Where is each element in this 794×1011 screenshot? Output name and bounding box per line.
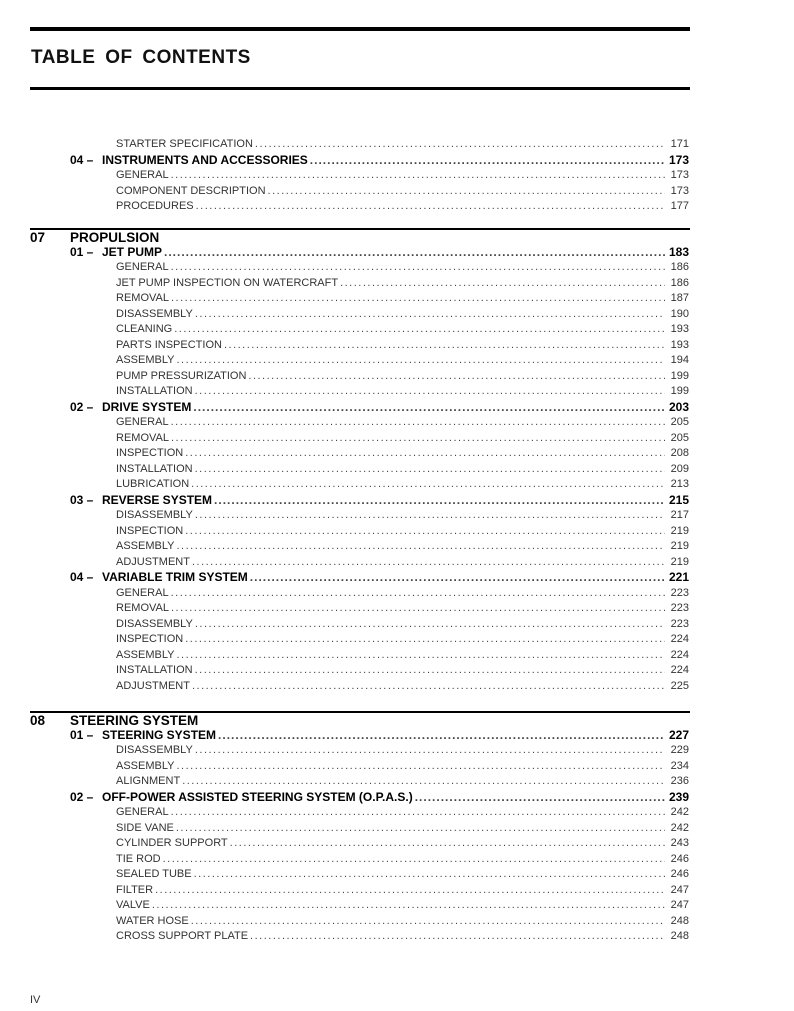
subsection-page-number: 242 bbox=[670, 821, 689, 834]
subsection-page-number: 217 bbox=[670, 509, 689, 521]
subsection-entry[interactable] bbox=[116, 914, 689, 929]
subsection-entry[interactable] bbox=[116, 477, 689, 492]
subsection-page-number: 186 bbox=[670, 261, 689, 273]
dot-leader bbox=[176, 821, 665, 836]
section-entry[interactable] bbox=[70, 790, 689, 805]
subsection-entry[interactable] bbox=[116, 415, 689, 430]
dot-leader bbox=[196, 199, 665, 214]
dot-leader bbox=[194, 867, 665, 882]
dot-leader bbox=[152, 898, 665, 913]
chapter-title: PROPULSION bbox=[70, 230, 160, 245]
subsection-page-number: 223 bbox=[670, 617, 689, 630]
subsection-page-number: 224 bbox=[670, 648, 689, 661]
subsection-label: ASSEMBLY bbox=[116, 540, 175, 552]
section-label: VARIABLE TRIM SYSTEM bbox=[102, 570, 248, 584]
subsection-label: PARTS INSPECTION bbox=[116, 338, 222, 351]
subsection-page-number: 248 bbox=[670, 930, 689, 942]
subsection-page-number: 187 bbox=[670, 292, 689, 304]
section-number: 01 – bbox=[70, 244, 94, 259]
chapter-number: 08 bbox=[30, 713, 46, 728]
section-title bbox=[70, 245, 162, 260]
subsection-entry[interactable] bbox=[116, 260, 689, 275]
subsection-label: DISASSEMBLY bbox=[116, 744, 193, 756]
dot-leader bbox=[185, 524, 665, 539]
section-label: REVERSE SYSTEM bbox=[102, 492, 213, 507]
dot-leader bbox=[155, 883, 665, 898]
section-entry[interactable] bbox=[70, 400, 689, 415]
subsection-page-number: 186 bbox=[670, 276, 689, 289]
subsection-label: ALIGNMENT bbox=[116, 775, 181, 787]
dot-leader bbox=[250, 929, 665, 944]
title-rule bbox=[30, 87, 690, 90]
subsection-label: ADJUSTMENT bbox=[116, 555, 190, 568]
dot-leader bbox=[195, 508, 665, 523]
subsection-entry[interactable] bbox=[116, 384, 689, 399]
subsection-label: WATER HOSE bbox=[116, 914, 189, 927]
subsection-label: CROSS SUPPORT PLATE bbox=[116, 930, 249, 942]
subsection-entry[interactable] bbox=[116, 774, 689, 789]
subsection-page-number: 193 bbox=[670, 338, 689, 351]
section-number: 02 – bbox=[70, 789, 94, 804]
subsection-label: ASSEMBLY bbox=[116, 648, 175, 661]
subsection-entry[interactable] bbox=[116, 883, 689, 898]
subsection-entry[interactable] bbox=[116, 586, 689, 601]
dot-leader bbox=[191, 914, 665, 929]
page-title: TABLE OF CONTENTS bbox=[31, 47, 251, 68]
subsection-label: REMOVAL bbox=[116, 292, 169, 304]
dot-leader bbox=[195, 307, 665, 322]
subsection-entry[interactable] bbox=[116, 307, 689, 322]
subsection-label: DISASSEMBLY bbox=[116, 307, 193, 320]
subsection-page-number: 177 bbox=[670, 200, 689, 212]
dot-leader bbox=[224, 338, 665, 353]
dot-leader bbox=[164, 245, 665, 260]
dot-leader bbox=[177, 353, 666, 368]
dot-leader bbox=[174, 322, 665, 337]
dot-leader bbox=[415, 790, 665, 805]
subsection-entry[interactable] bbox=[116, 617, 689, 632]
dot-leader bbox=[171, 586, 665, 601]
subsection-page-number: 247 bbox=[670, 883, 689, 896]
subsection-label: INSPECTION bbox=[116, 524, 184, 537]
dot-leader bbox=[195, 663, 665, 678]
section-page-number: 221 bbox=[668, 570, 689, 584]
subsection-entry[interactable] bbox=[116, 743, 689, 758]
subsection-label: GENERAL bbox=[116, 261, 169, 273]
subsection-page-number: 219 bbox=[670, 524, 689, 537]
subsection-entry[interactable] bbox=[116, 555, 689, 570]
section-page-number: 215 bbox=[668, 492, 689, 507]
dot-leader bbox=[171, 291, 665, 306]
subsection-label: CLEANING bbox=[116, 323, 173, 335]
subsection-entry[interactable] bbox=[116, 898, 689, 913]
dot-leader bbox=[185, 446, 665, 461]
section-page-number: 203 bbox=[668, 399, 689, 414]
section-number: 02 – bbox=[70, 399, 94, 414]
dot-leader bbox=[171, 601, 665, 616]
subsection-entry[interactable] bbox=[116, 369, 689, 384]
subsection-label: SIDE VANE bbox=[116, 821, 174, 834]
dot-leader bbox=[171, 168, 665, 183]
subsection-entry[interactable] bbox=[116, 821, 689, 836]
subsection-page-number: 173 bbox=[670, 184, 689, 197]
dot-leader bbox=[195, 743, 665, 758]
subsection-entry[interactable] bbox=[116, 276, 689, 291]
section-title bbox=[70, 790, 413, 805]
section-entry[interactable] bbox=[70, 153, 689, 168]
subsection-label: GENERAL bbox=[116, 806, 169, 818]
subsection-entry[interactable] bbox=[116, 462, 689, 477]
subsection-label: COMPONENT DESCRIPTION bbox=[116, 184, 266, 197]
subsection-label: JET PUMP INSPECTION ON WATERCRAFT bbox=[116, 276, 339, 289]
subsection-label: INSTALLATION bbox=[116, 664, 193, 676]
subsection-entry[interactable] bbox=[116, 836, 689, 851]
subsection-page-number: 205 bbox=[670, 431, 689, 444]
subsection-label: LUBRICATION bbox=[116, 478, 190, 490]
subsection-label: STARTER SPECIFICATION bbox=[116, 138, 253, 150]
section-page-number: 239 bbox=[668, 789, 689, 804]
subsection-label: REMOVAL bbox=[116, 431, 169, 444]
subsection-entry[interactable] bbox=[116, 852, 689, 867]
subsection-label: CYLINDER SUPPORT bbox=[116, 837, 228, 849]
subsection-entry[interactable] bbox=[116, 663, 689, 678]
subsection-entry[interactable] bbox=[116, 446, 689, 461]
dot-leader bbox=[214, 493, 665, 508]
subsection-label: TIE ROD bbox=[116, 852, 161, 865]
subsection-page-number: 229 bbox=[670, 744, 689, 756]
subsection-label: FILTER bbox=[116, 883, 154, 896]
section-title bbox=[70, 570, 248, 585]
dot-leader bbox=[171, 415, 665, 430]
dot-leader bbox=[192, 679, 665, 694]
dot-leader bbox=[230, 836, 665, 851]
dot-leader bbox=[195, 617, 665, 632]
dot-leader bbox=[310, 153, 665, 168]
section-page-number: 227 bbox=[668, 727, 689, 742]
subsection-page-number: 209 bbox=[670, 462, 689, 475]
section-page-number: 183 bbox=[668, 244, 689, 259]
subsection-entry[interactable] bbox=[116, 539, 689, 554]
subsection-entry[interactable] bbox=[116, 929, 689, 944]
subsection-page-number: 247 bbox=[670, 899, 689, 911]
dot-leader bbox=[248, 369, 665, 384]
dot-leader bbox=[177, 648, 666, 663]
page-number-footer: IV bbox=[30, 994, 41, 1006]
subsection-label: GENERAL bbox=[116, 169, 169, 181]
subsection-entry[interactable] bbox=[116, 137, 689, 152]
dot-leader bbox=[185, 632, 665, 647]
subsection-page-number: 246 bbox=[670, 868, 689, 880]
section-number: 04 – bbox=[70, 570, 94, 584]
dot-leader bbox=[192, 555, 665, 570]
subsection-label: INSPECTION bbox=[116, 447, 184, 459]
section-label: OFF-POWER ASSISTED STEERING SYSTEM (O.P.A.S.) bbox=[102, 789, 413, 804]
dot-leader bbox=[182, 774, 665, 789]
section-title bbox=[70, 400, 191, 415]
subsection-label: ADJUSTMENT bbox=[116, 679, 190, 692]
subsection-entry[interactable] bbox=[116, 867, 689, 882]
subsection-page-number: 242 bbox=[670, 806, 689, 818]
subsection-entry[interactable] bbox=[116, 322, 689, 337]
subsection-page-number: 225 bbox=[670, 679, 689, 692]
subsection-page-number: 248 bbox=[670, 914, 689, 927]
dot-leader bbox=[195, 384, 665, 399]
top-rule bbox=[30, 27, 690, 31]
subsection-label: INSPECTION bbox=[116, 633, 184, 645]
subsection-page-number: 243 bbox=[670, 837, 689, 849]
subsection-page-number: 199 bbox=[670, 369, 689, 382]
subsection-page-number: 219 bbox=[670, 555, 689, 568]
subsection-page-number: 213 bbox=[670, 478, 689, 490]
section-title bbox=[70, 493, 212, 508]
subsection-label: GENERAL bbox=[116, 416, 169, 428]
section-entry[interactable] bbox=[70, 245, 689, 260]
subsection-label: INSTALLATION bbox=[116, 462, 193, 475]
subsection-entry[interactable] bbox=[116, 431, 689, 446]
subsection-entry[interactable] bbox=[116, 353, 689, 368]
subsection-page-number: 208 bbox=[670, 447, 689, 459]
subsection-page-number: 190 bbox=[670, 307, 689, 320]
subsection-page-number: 224 bbox=[670, 664, 689, 676]
subsection-page-number: 223 bbox=[670, 586, 689, 599]
subsection-label: ASSEMBLY bbox=[116, 759, 175, 772]
subsection-label: INSTALLATION bbox=[116, 385, 193, 397]
subsection-entry[interactable] bbox=[116, 759, 689, 774]
subsection-label: SEALED TUBE bbox=[116, 868, 192, 880]
subsection-page-number: 219 bbox=[670, 540, 689, 552]
subsection-label: GENERAL bbox=[116, 586, 169, 599]
section-number: 03 – bbox=[70, 492, 94, 507]
section-label: STEERING SYSTEM bbox=[102, 727, 217, 742]
subsection-page-number: 223 bbox=[670, 602, 689, 614]
dot-leader bbox=[255, 137, 665, 152]
subsection-entry[interactable] bbox=[116, 199, 689, 214]
subsection-entry[interactable] bbox=[116, 184, 689, 199]
subsection-entry[interactable] bbox=[116, 338, 689, 353]
subsection-label: DISASSEMBLY bbox=[116, 509, 193, 521]
subsection-entry[interactable] bbox=[116, 632, 689, 647]
subsection-entry[interactable] bbox=[116, 601, 689, 616]
dot-leader bbox=[195, 462, 665, 477]
dot-leader bbox=[171, 260, 665, 275]
section-label: JET PUMP bbox=[102, 244, 163, 259]
dot-leader bbox=[193, 400, 665, 415]
dot-leader bbox=[191, 477, 665, 492]
subsection-entry[interactable] bbox=[116, 524, 689, 539]
dot-leader bbox=[268, 184, 665, 199]
dot-leader bbox=[177, 539, 666, 554]
subsection-page-number: 173 bbox=[670, 169, 689, 181]
section-entry[interactable] bbox=[70, 570, 689, 585]
subsection-entry[interactable] bbox=[116, 805, 689, 820]
subsection-label: REMOVAL bbox=[116, 602, 169, 614]
section-label: INSTRUMENTS AND ACCESSORIES bbox=[102, 152, 308, 167]
dot-leader bbox=[340, 276, 665, 291]
subsection-page-number: 205 bbox=[670, 416, 689, 428]
subsection-page-number: 246 bbox=[670, 852, 689, 865]
section-entry[interactable] bbox=[70, 728, 689, 743]
section-number: 04 – bbox=[70, 152, 94, 167]
subsection-label: DISASSEMBLY bbox=[116, 617, 193, 630]
subsection-page-number: 171 bbox=[670, 138, 689, 150]
section-entry[interactable] bbox=[70, 493, 689, 508]
subsection-label: PROCEDURES bbox=[116, 200, 194, 212]
section-title bbox=[70, 728, 216, 743]
dot-leader bbox=[250, 570, 665, 585]
dot-leader bbox=[218, 728, 665, 743]
subsection-page-number: 199 bbox=[670, 385, 689, 397]
chapter-title: STEERING SYSTEM bbox=[70, 713, 199, 728]
subsection-label: ASSEMBLY bbox=[116, 354, 175, 366]
subsection-page-number: 236 bbox=[670, 775, 689, 787]
section-page-number: 173 bbox=[668, 152, 689, 167]
subsection-page-number: 193 bbox=[670, 323, 689, 335]
subsection-entry[interactable] bbox=[116, 508, 689, 523]
subsection-entry[interactable] bbox=[116, 648, 689, 663]
subsection-label: VALVE bbox=[116, 899, 150, 911]
subsection-entry[interactable] bbox=[116, 291, 689, 306]
dot-leader bbox=[171, 805, 665, 820]
section-label: DRIVE SYSTEM bbox=[102, 399, 192, 414]
dot-leader bbox=[163, 852, 665, 867]
subsection-page-number: 234 bbox=[670, 759, 689, 772]
dot-leader bbox=[177, 759, 666, 774]
subsection-label: PUMP PRESSURIZATION bbox=[116, 369, 247, 382]
subsection-page-number: 194 bbox=[670, 354, 689, 366]
subsection-entry[interactable] bbox=[116, 679, 689, 694]
section-number: 01 – bbox=[70, 727, 94, 742]
dot-leader bbox=[171, 431, 665, 446]
chapter-number: 07 bbox=[30, 230, 46, 245]
subsection-entry[interactable] bbox=[116, 168, 689, 183]
section-title bbox=[70, 153, 308, 168]
subsection-page-number: 224 bbox=[670, 633, 689, 645]
